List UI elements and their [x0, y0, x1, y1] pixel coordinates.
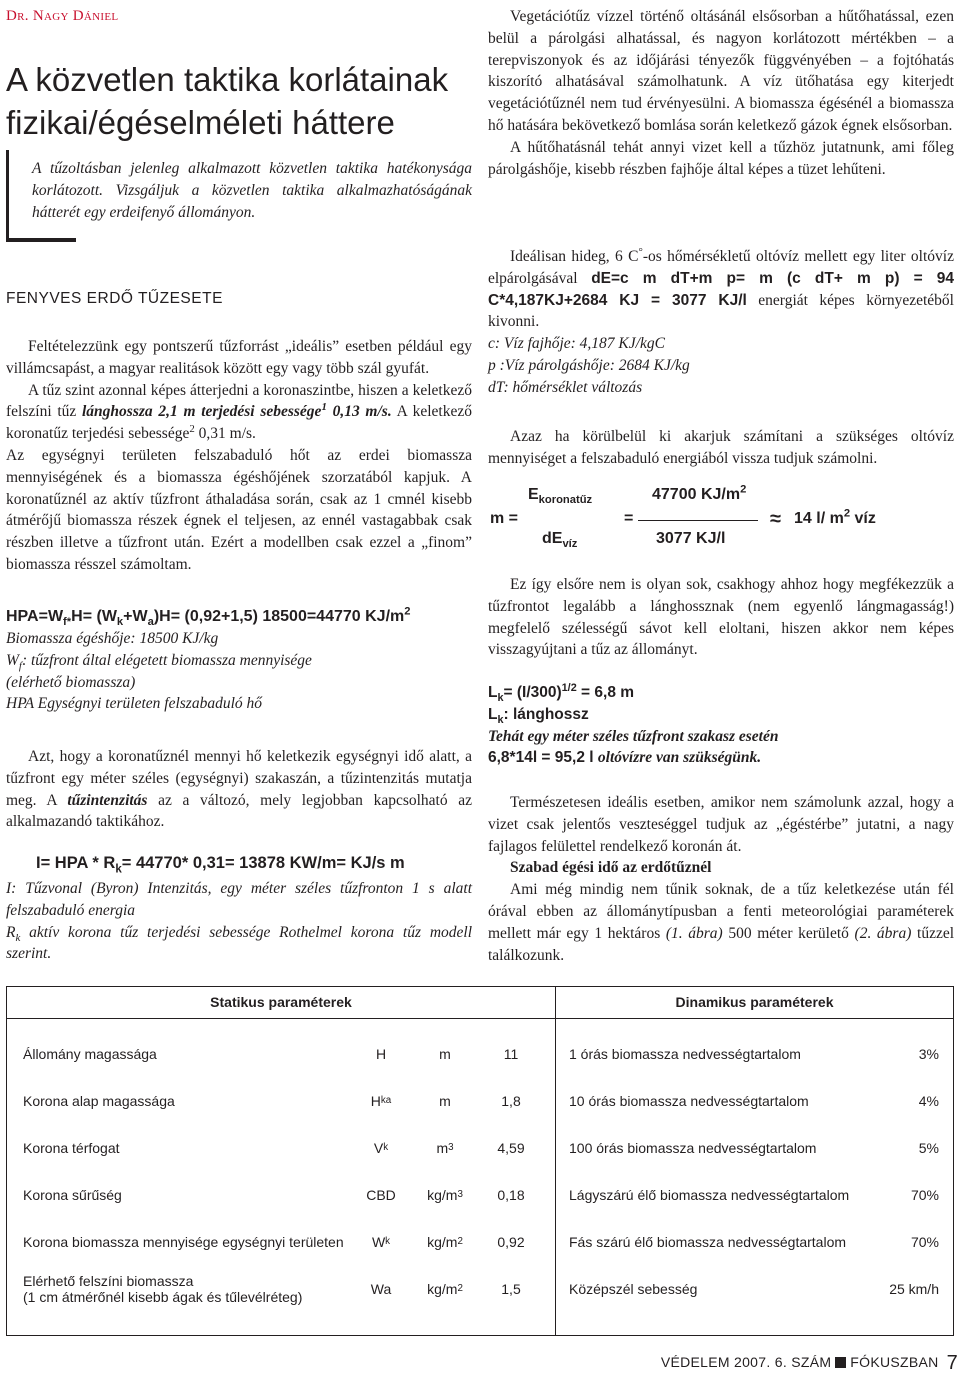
p4-b: tűzintenzitás: [67, 791, 148, 809]
num2-sup: 2: [740, 483, 747, 496]
num2: 47700 KJ/m: [652, 486, 741, 503]
param-value: 0,92: [497, 1233, 525, 1250]
hpa-b: H= (W: [71, 608, 117, 625]
table-row: [7, 1265, 953, 1312]
lk1-sup: 1/2: [561, 681, 577, 694]
dynamic-param-value: 70%: [910, 1233, 939, 1250]
right-paragraph-2: A hűtőhatásnál tehát annyi vizet kell a tűzhöz jutatnunk, ami főleg párolgáshője, kisebb részben fajhője által képes a tüzet lehűteni.: [488, 138, 954, 178]
hpa-block: [6, 605, 472, 715]
param-name-cell: [23, 1030, 353, 1077]
rk-sub: k: [15, 931, 21, 944]
lk1-c: = 6,8 m: [576, 684, 635, 701]
dynamic-param-value: 25 km/h: [889, 1280, 939, 1297]
symbol: V: [373, 1139, 384, 1156]
formula-m: m =: [490, 510, 519, 527]
hpa-c: +W: [123, 608, 148, 625]
p2-bold: lánghossza 2,1 m terjedési sebessége: [82, 403, 322, 421]
left-body: [6, 336, 472, 576]
right-paragraph-6: Természetesen ideális esetben, amikor nem számolunk azzal, hogy a vizet csak jelentős veszteséggel tudjuk az „égéstérbe” jutatni, a nagy fajlagos felülettel rendelkező koronán át.: [488, 794, 954, 855]
hpa-sup: 2: [404, 605, 411, 618]
left-paragraph-1: Feltételezzünk egy pontszerű tűzforrást „ideális” esetben például egy villámcsapást, a magyar realitások között egy vagy több szál gyufát.: [6, 338, 472, 377]
page-footer: [650, 1352, 958, 1375]
fraction-bar: [638, 520, 758, 521]
subheading: Szabad égési idő az erdőtűznél: [510, 859, 712, 877]
definition-1: Biomassza égéshője: 18500 KJ/kg: [6, 630, 219, 647]
dynamic-param-name: Lágyszárú élő biomassza nedvességtartalom: [569, 1186, 850, 1203]
table-row: [7, 1077, 953, 1124]
header-static: Statikus paraméterek: [210, 994, 352, 1010]
param-name: Állomány magassága: [23, 1045, 157, 1062]
hpa-sub-3: a: [147, 616, 154, 629]
right-paragraph-1: Vegetációtűz vízzel történő oltásánál elsősorban a hűtőhatással, ezen belül a párolgási alhatással, és nagyon korlátozott mértékben – a terepviszonyok és az időjárási tényezők függvényében – a fojtóhatás kiszorító alhatásával számolhatunk. A víz ütőhatása egy kiterjedt vegetációtűznél nem tud érvényesülni. A biomassza égésénél a biomassza hő hatására bekövetkező bomlása során keletkező gázok égnek elsősorban.: [488, 8, 954, 134]
formula-approx: ≈: [770, 508, 781, 530]
title-line-1: A közvetlen taktika korlátainak: [6, 61, 449, 98]
def2-sub: f: [18, 659, 22, 672]
p4-a: Azt, hogy a koronatűznél mennyi hő keletkezik egységnyi idő alatt, a tűzfront egy méter széles (egységnyi) szakaszán, a tűzintenzitás mutatja meg. A: [6, 748, 472, 809]
right-paragraph-3: [488, 246, 954, 333]
square-icon: [835, 1357, 846, 1368]
dynamic-param-value: 5%: [918, 1139, 939, 1156]
param-symbol: V k: [373, 1139, 389, 1156]
page-number: 7: [946, 1352, 958, 1374]
section-heading: FENYVES ERDŐ TŰZESETE: [6, 290, 223, 307]
symbol: H: [370, 1092, 381, 1109]
left-paragraph-4-block: [6, 746, 472, 833]
p2-footnote-2: 2: [189, 423, 195, 436]
energy-formula: dE=c m dT+m p= m (c dT+ m p) = 94 C*4,187KJ+2684 KJ = 3077 KJ/l: [488, 269, 954, 309]
lead-rule-vertical: [6, 150, 9, 240]
var-c: c: Víz fajhője: 4,187 KJ/kgC: [488, 335, 665, 353]
lead-paragraph: A tűzoltásban jelenleg alkalmazott közvetlen taktika hatékonysága korlátozott. Vizsgáljuk a közvetlen taktika alkalmazhatóságának hátterét egy erdeifenyő állományon.: [32, 160, 472, 221]
param-value: 4,59: [497, 1139, 525, 1156]
den1-sub: víz: [562, 538, 578, 551]
unit: m: [439, 1092, 451, 1109]
symbol: CBD: [366, 1186, 396, 1203]
parameters-table: [6, 986, 954, 1336]
dynamic-param-name: Fás szárú élő biomassza nedvességtartalom: [569, 1233, 847, 1250]
hpa-a: HPA=W: [6, 608, 64, 625]
hpa-sub-2: k: [116, 616, 124, 629]
p2-footnote-1: 1: [321, 401, 327, 414]
formula-num-2: [652, 483, 747, 504]
table-row: [7, 1171, 953, 1218]
param-value: 1,8: [501, 1092, 521, 1109]
param-name-cell: [23, 1124, 353, 1171]
degree-sign: °: [638, 245, 643, 258]
param-name-cell: [23, 1171, 353, 1218]
p7-c: 500 méter kerülető: [722, 924, 855, 942]
p7-a: Ami még mindig nem tűnik soknak, de a tűz keletkezése után fél órával ebben az állománytípusban a fenti meteorológiai paraméterek mellett már egy 1 hektáros: [488, 881, 954, 942]
unit: kg/m: [427, 1280, 458, 1297]
intensity-definition: I: Tűzvonal (Byron) Intenzitás, egy méter széles tűzfronton 1 s alatt felszabaduló energia: [6, 880, 472, 919]
p2-text: A tűz szint azonnal képes átterjedni a koronaszintbe, hiszen a keletkező felszíni tűz: [6, 381, 472, 421]
table-row: [7, 1030, 953, 1077]
i-b: = 44770* 0,31= 13878 KW/m= KJ/s m: [121, 854, 405, 872]
p2-speed: 0,13 m/s.: [332, 403, 392, 421]
dynamic-param-name: 1 órás biomassza nedvességtartalom: [569, 1045, 801, 1062]
footer-section: FÓKUSZBAN: [850, 1354, 939, 1370]
param-unit: m 3: [436, 1139, 454, 1156]
i-a: I= HPA * R: [36, 854, 116, 872]
param-unit: kg/m 2: [427, 1280, 463, 1297]
intensity-formula: [36, 854, 476, 876]
var-p: p :Víz párolgáshője: 2684 KJ/kg: [488, 356, 690, 374]
formula-result: [794, 507, 876, 528]
figure-ref-2: (2. ábra): [854, 924, 912, 942]
unit: m: [436, 1139, 449, 1156]
formula-den-1: [542, 530, 578, 551]
right-paragraph-4: Azaz ha körülbelül ki akarjuk számítani a szükséges oltóvíz mennyiséget a felszabaduló energiából vissza tudjuk számolni.: [488, 428, 954, 467]
flame-length-block: [488, 682, 954, 769]
lk2-sub: k: [497, 713, 504, 726]
lk4-a: 6,8*14l = 95,2 l: [488, 749, 598, 767]
p3-a: Ideálisan hideg, 6 C: [510, 248, 639, 265]
lead-rule-horizontal: [6, 238, 76, 242]
param-unit: kg/m 3: [427, 1186, 463, 1203]
param-unit: kg/m 2: [427, 1233, 463, 1250]
left-paragraph-2: [6, 380, 472, 445]
table-row: [7, 1124, 953, 1171]
param-value: 0,18: [497, 1186, 525, 1203]
table-row: [7, 1218, 953, 1265]
param-value: 1,5: [501, 1280, 521, 1297]
result-sup: 2: [843, 507, 851, 520]
def2-a: W: [6, 651, 19, 669]
author: Dr. Nagy Dániel: [6, 8, 119, 24]
hpa-formula: [6, 605, 472, 629]
result-b: víz: [850, 510, 876, 527]
den1-a: dE: [542, 530, 563, 547]
rk-definition: [6, 922, 472, 966]
param-value: 11: [503, 1045, 519, 1062]
lk2-b: : lánghossz: [503, 705, 589, 723]
num1-sub: koronatűz: [538, 494, 593, 507]
dynamic-param-value: 4%: [918, 1092, 939, 1109]
def2-b: : tűzfront által elégetett biomassza mennyisége: [21, 651, 312, 669]
definition-3: (elérhető biomassza): [6, 673, 136, 691]
param-symbol: [353, 1171, 409, 1218]
param-name-cell: [23, 1265, 353, 1312]
formula-num-1: [528, 486, 593, 507]
symbol: H: [375, 1045, 387, 1062]
dynamic-param-name: 100 órás biomassza nedvességtartalom: [569, 1139, 817, 1156]
param-name-note: (1 cm átmérőnél kisebb ágak és tűlevélréteg): [23, 1288, 303, 1305]
lk-definition: [488, 704, 954, 726]
definition-4: HPA Egységnyi területen felszabaduló hő: [6, 695, 262, 713]
unit: kg/m: [427, 1233, 458, 1250]
unit: kg/m: [427, 1186, 458, 1203]
param-name: Elérhető felszíni biomassza: [23, 1272, 194, 1289]
dynamic-param-name: Középszél sebesség: [569, 1280, 698, 1297]
left-paragraph-3: Az egységnyi területen felszabaduló hőt az erdei biomassza mennyiségének és a biomassza égéshőjének szorzatából kapjuk. A koronatűznél az aktív tűzfront áthaladása során, csak az 1 cmnél kisebb átmérőjű biomassza részek égnek el teljesen, az ennél vastagabbak csak részben illetve a tűzfront után. Ezért a modellben csak ezzel a „finom” biomassza résszel számoltam.: [6, 446, 472, 573]
p3-d: energiát képes környezetéből kivonni.: [488, 291, 954, 331]
formula-equals: =: [624, 510, 634, 527]
param-unit: [413, 1030, 477, 1077]
title-line-2: fizikai/égéselméleti háttere: [6, 104, 395, 141]
p7-e: tűzzel találkozunk.: [488, 924, 955, 964]
formula-den-2: 3077 KJ/l: [656, 530, 726, 547]
right-paragraph-7: [488, 879, 954, 966]
unit: m: [439, 1045, 451, 1062]
right-paragraph-5: Ez így elsőre nem is olyan sok, csakhogy ahhoz hogy megfékezzük a tűzfrontot legalább a lánghossznak (nem egyenlő lángmagasság!) megfelelő szélességű sávot kell eloltani, hiszen akkor nem képes visszagyújtani a tűz az állományt.: [488, 576, 954, 659]
p3-b: -os hőmérsékletű oltóvíz mellett egy liter oltóvíz elpárolgásával: [488, 248, 954, 287]
param-symbol: [353, 1265, 409, 1312]
rk-b: aktív korona tűz terjedési sebessége Rothelmel korona tűz modell szerint.: [6, 923, 472, 963]
rk-a: R: [6, 923, 16, 941]
figure-ref-1: (1. ábra): [665, 924, 723, 942]
symbol: Wa: [370, 1280, 392, 1297]
param-name: Korona biomassza mennyisége egységnyi területen: [23, 1233, 344, 1250]
lk4-b: oltóvízre van szükségünk.: [597, 749, 762, 767]
dynamic-param-name: 10 órás biomassza nedvességtartalom: [569, 1092, 809, 1109]
symbol: W: [371, 1233, 386, 1250]
hpa-d: )H= (0,92+1,5) 18500=44770 KJ/m: [153, 608, 405, 625]
param-symbol: W k: [371, 1233, 391, 1250]
num1-a: E: [528, 486, 539, 503]
param-symbol: H ka: [370, 1092, 392, 1109]
lk-formula: [488, 682, 954, 704]
param-name-cell: [23, 1218, 353, 1265]
lk-conclusion-1: Tehát egy méter széles tűzfront szakasz esetén: [488, 727, 779, 745]
param-name-cell: [23, 1077, 353, 1124]
param-name: Korona térfogat: [23, 1139, 120, 1156]
lk1-b: = (I/300): [503, 684, 562, 701]
header-rule: [7, 1018, 953, 1019]
intensity-definitions: [6, 878, 472, 965]
param-name: Korona sűrűség: [23, 1186, 122, 1203]
lk1-a: L: [488, 684, 498, 701]
definition-2: [6, 650, 472, 672]
var-dt: dT: hőmérséklet változás: [488, 378, 643, 396]
p2-text-3: 0,31 m/s.: [194, 425, 256, 443]
header-dynamic: Dinamikus paraméterek: [675, 994, 834, 1010]
p4-c: az a változó, mely legjobban kapcsolható az alkalmazandó taktikához.: [6, 791, 473, 831]
param-unit: [413, 1077, 477, 1124]
i-sub: k: [115, 863, 122, 876]
hpa-sub-1: f*: [63, 616, 72, 629]
footer-issue: VÉDELEM 2007. 6. SZÁM: [660, 1354, 832, 1370]
param-name: Korona alap magassága: [23, 1092, 175, 1109]
dynamic-param-value: 3%: [918, 1045, 939, 1062]
left-paragraph-4: [6, 746, 472, 833]
p2-text-2: A keletkező koronatűz terjedési sebessége: [6, 403, 473, 443]
param-symbol: [353, 1030, 409, 1077]
lk2-a: L: [488, 705, 498, 723]
lk1-sub: k: [497, 692, 504, 705]
dynamic-param-value: 70%: [910, 1186, 939, 1203]
result-a: 14 l/ m: [794, 510, 844, 527]
lk-conclusion-2: [488, 747, 954, 769]
article-title: [6, 58, 448, 144]
